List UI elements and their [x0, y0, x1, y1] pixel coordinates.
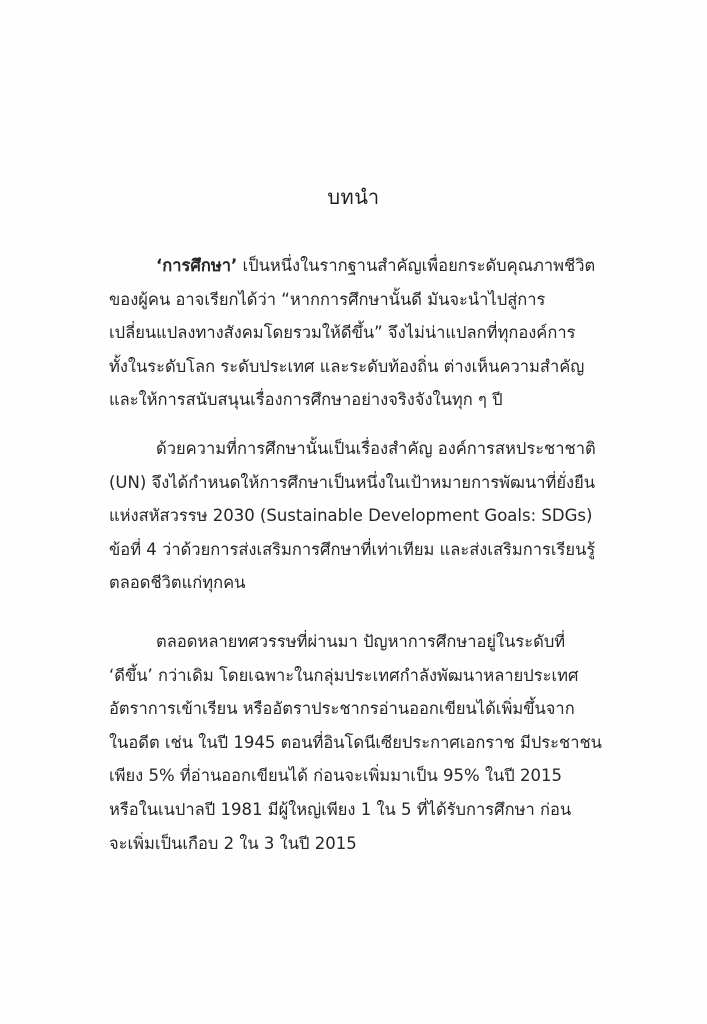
paragraph-line: [109, 249, 609, 283]
paragraph-line: จะเพิ่มเป็นเกือบ 2 ใน 3 ในปี 2015: [109, 833, 357, 853]
paragraph-line: ตลอดชีวิตแก่ทุกคน: [109, 573, 246, 593]
page-title: บทนำ: [327, 185, 380, 209]
bold-term: ‘การศึกษา’: [156, 256, 238, 275]
paragraph-line: ทั้งในระดับโลก ระดับประเทศ และระดับท้องถิ่น ต่างเห็นความสำคัญ: [109, 356, 585, 376]
paragraph-line: ด้วยความที่การศึกษานั้นเป็นเรื่องสำคัญ องค์การสหประชาชาติ: [156, 439, 596, 458]
paragraph-intro: [109, 249, 609, 417]
paragraph-un-sdgs: [109, 432, 609, 600]
paragraph-literacy: [109, 625, 609, 860]
paragraph-line: ‘ดีขึ้น’ กว่าเดิม โดยเฉพาะในกลุ่มประเทศกำลังพัฒนาหลายประเทศ: [109, 665, 579, 685]
paragraph-line: เพียง 5% ที่อ่านออกเขียนได้ ก่อนจะเพิ่มมาเป็น 95% ในปี 2015: [109, 766, 563, 786]
paragraph-line: (UN) จึงได้กำหนดให้การศึกษาเป็นหนึ่งในเป้าหมายการพัฒนาที่ยั่งยืน: [109, 472, 596, 492]
paragraph-line: ข้อที่ 4 ว่าด้วยการส่งเสริมการศึกษาที่เท่าเทียม และส่งเสริมการเรียนรู้: [109, 539, 596, 559]
paragraph-line: และให้การสนับสนุนเรื่องการศึกษาอย่างจริงจังในทุก ๆ ปี: [109, 390, 503, 410]
paragraph-line: ในอดีต เช่น ในปี 1945 ตอนที่อินโดนีเซียประกาศเอกราช มีประชาชน: [109, 732, 602, 752]
paragraph-line: เปลี่ยนแปลงทางสังคมโดยรวมให้ดีขึ้น” จึงไม่น่าแปลกที่ทุกองค์การ: [109, 323, 576, 343]
line-text: เป็นหนึ่งในรากฐานสำคัญเพื่อยกระดับคุณภาพชีวิต: [237, 256, 596, 275]
paragraph-line: อัตราการเข้าเรียน หรืออัตราประชากรอ่านออกเขียนได้เพิ่มขึ้นจาก: [109, 699, 575, 719]
paragraph-line: ตลอดหลายทศวรรษที่ผ่านมา ปัญหาการศึกษาอยู่ในระดับที่: [156, 632, 566, 651]
paragraph-line: หรือในเนปาลปี 1981 มีผู้ใหญ่เพียง 1 ใน 5 ที่ได้รับการศึกษา ก่อน: [109, 799, 572, 819]
paragraph-line: ของผู้คน อาจเรียกได้ว่า “หากการศึกษานั้นดี มันจะนำไปสู่การ: [109, 289, 546, 309]
paragraph-line: แห่งสหัสวรรษ 2030 (Sustainable Development Goals: SDGs): [109, 506, 593, 526]
